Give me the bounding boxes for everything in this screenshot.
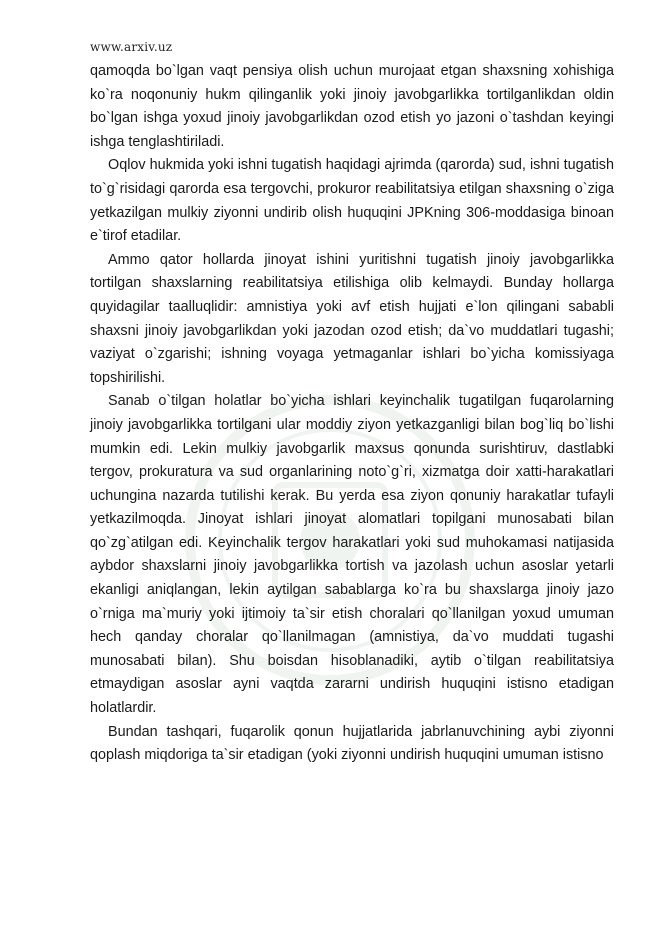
site-header: www.arxiv.uz [90,40,173,54]
paragraph: qamoqda bo`lgan vaqt pensiya olish uchun murojaat etgan shaxsning xohishiga ko`ra noqonuniy hukm qilinganlik yoki jinoiy javobgarlikka tortilganlikdan oldin bo`lgan ishga yoxud jinoiy javobgarlikdan ozod etish yo jazoni o`tashdan keyingi ishga tenglashtiriladi. [90,63,614,150]
paragraph: Oqlov hukmida yoki ishni tugatish haqidagi ajrimda (qarorda) sud, ishni tugatish to`g`risidagi qarorda esa tergovchi, prokuror reabilitatsiya etilgan shaxsning o`ziga yetkazilgan mulkiy ziyonni undirib olish huquqini JPKning 306-moddasiga binoan e`tirof etadilar. [90,157,614,245]
document-body [90,60,614,768]
paragraph: Sanab o`tilgan holatlar bo`yicha ishlari keyinchalik tugatilgan fuqarolarning jinoiy javobgarlikka tortilgani ular moddiy ziyon yetkazganligi bilan bog`liq bo`lishi mumkin edi. Lekin mulkiy javobgarlik maxsus qonunda surishtiruv, dastlabki tergov, prokuratura va sud organlarining noto`g`ri, xizmatga doir xatti-harakatlari uchungina nazarda tutilishi kerak. Bu yerda esa ziyon qonuniy harakatlar tufayli yetkazilmoqda. Jinoyat ishlari jinoyat alomatlari topilgani munosabati bilan qo`zg`atilgan edi. Keyinchalik tergov harakatlari yoki sud muhokamasi natijasida aybdor shaxslarni jinoiy javobgarlikka tortish va jazolash uchun asoslar yetarli ekanligi aniqlangan, lekin aytilgan sabablarga ko`ra bu shaxslarga jinoiy jazo o`rniga ma`muriy yoki ijtimoiy ta`sir etish choralari qo`llanilgan yoxud umuman hech qanday choralar qo`llanilmagan (amnistiya, da`vo muddati tugashi munosabati bilan). Shu boisdan hisoblanadiki, aytib o`tilgan reabilitatsiya etmaydigan asoslar ayni vaqtda zararni undirish huquqini istisno etadigan holatlardir. [90,393,614,717]
paragraph: Bundan tashqari, fuqarolik qonun hujjatlarida jabrlanuvchining aybi ziyonni qoplash miqdoriga ta`sir etadigan (yoki ziyonni undirish huquqini umuman istisno [90,723,614,764]
paragraph: Ammo qator hollarda jinoyat ishini yuritishni tugatish jinoiy javobgarlikka tortilgan shaxslarning reabilitatsiya etilishiga olib kelmaydi. Bunday hollarga quyidagilar taalluqlidir: amnistiya yoki avf etish hujjati e`lon qilingani sababli shaxsni jinoiy javobgarlikdan yoki jazodan ozod etish; da`vo muddatlari tugashi; vaziyat o`zgarishi; ishning voyaga yetmaganlar ishlari bo`yicha komissiyaga topshirilishi. [90,251,614,386]
